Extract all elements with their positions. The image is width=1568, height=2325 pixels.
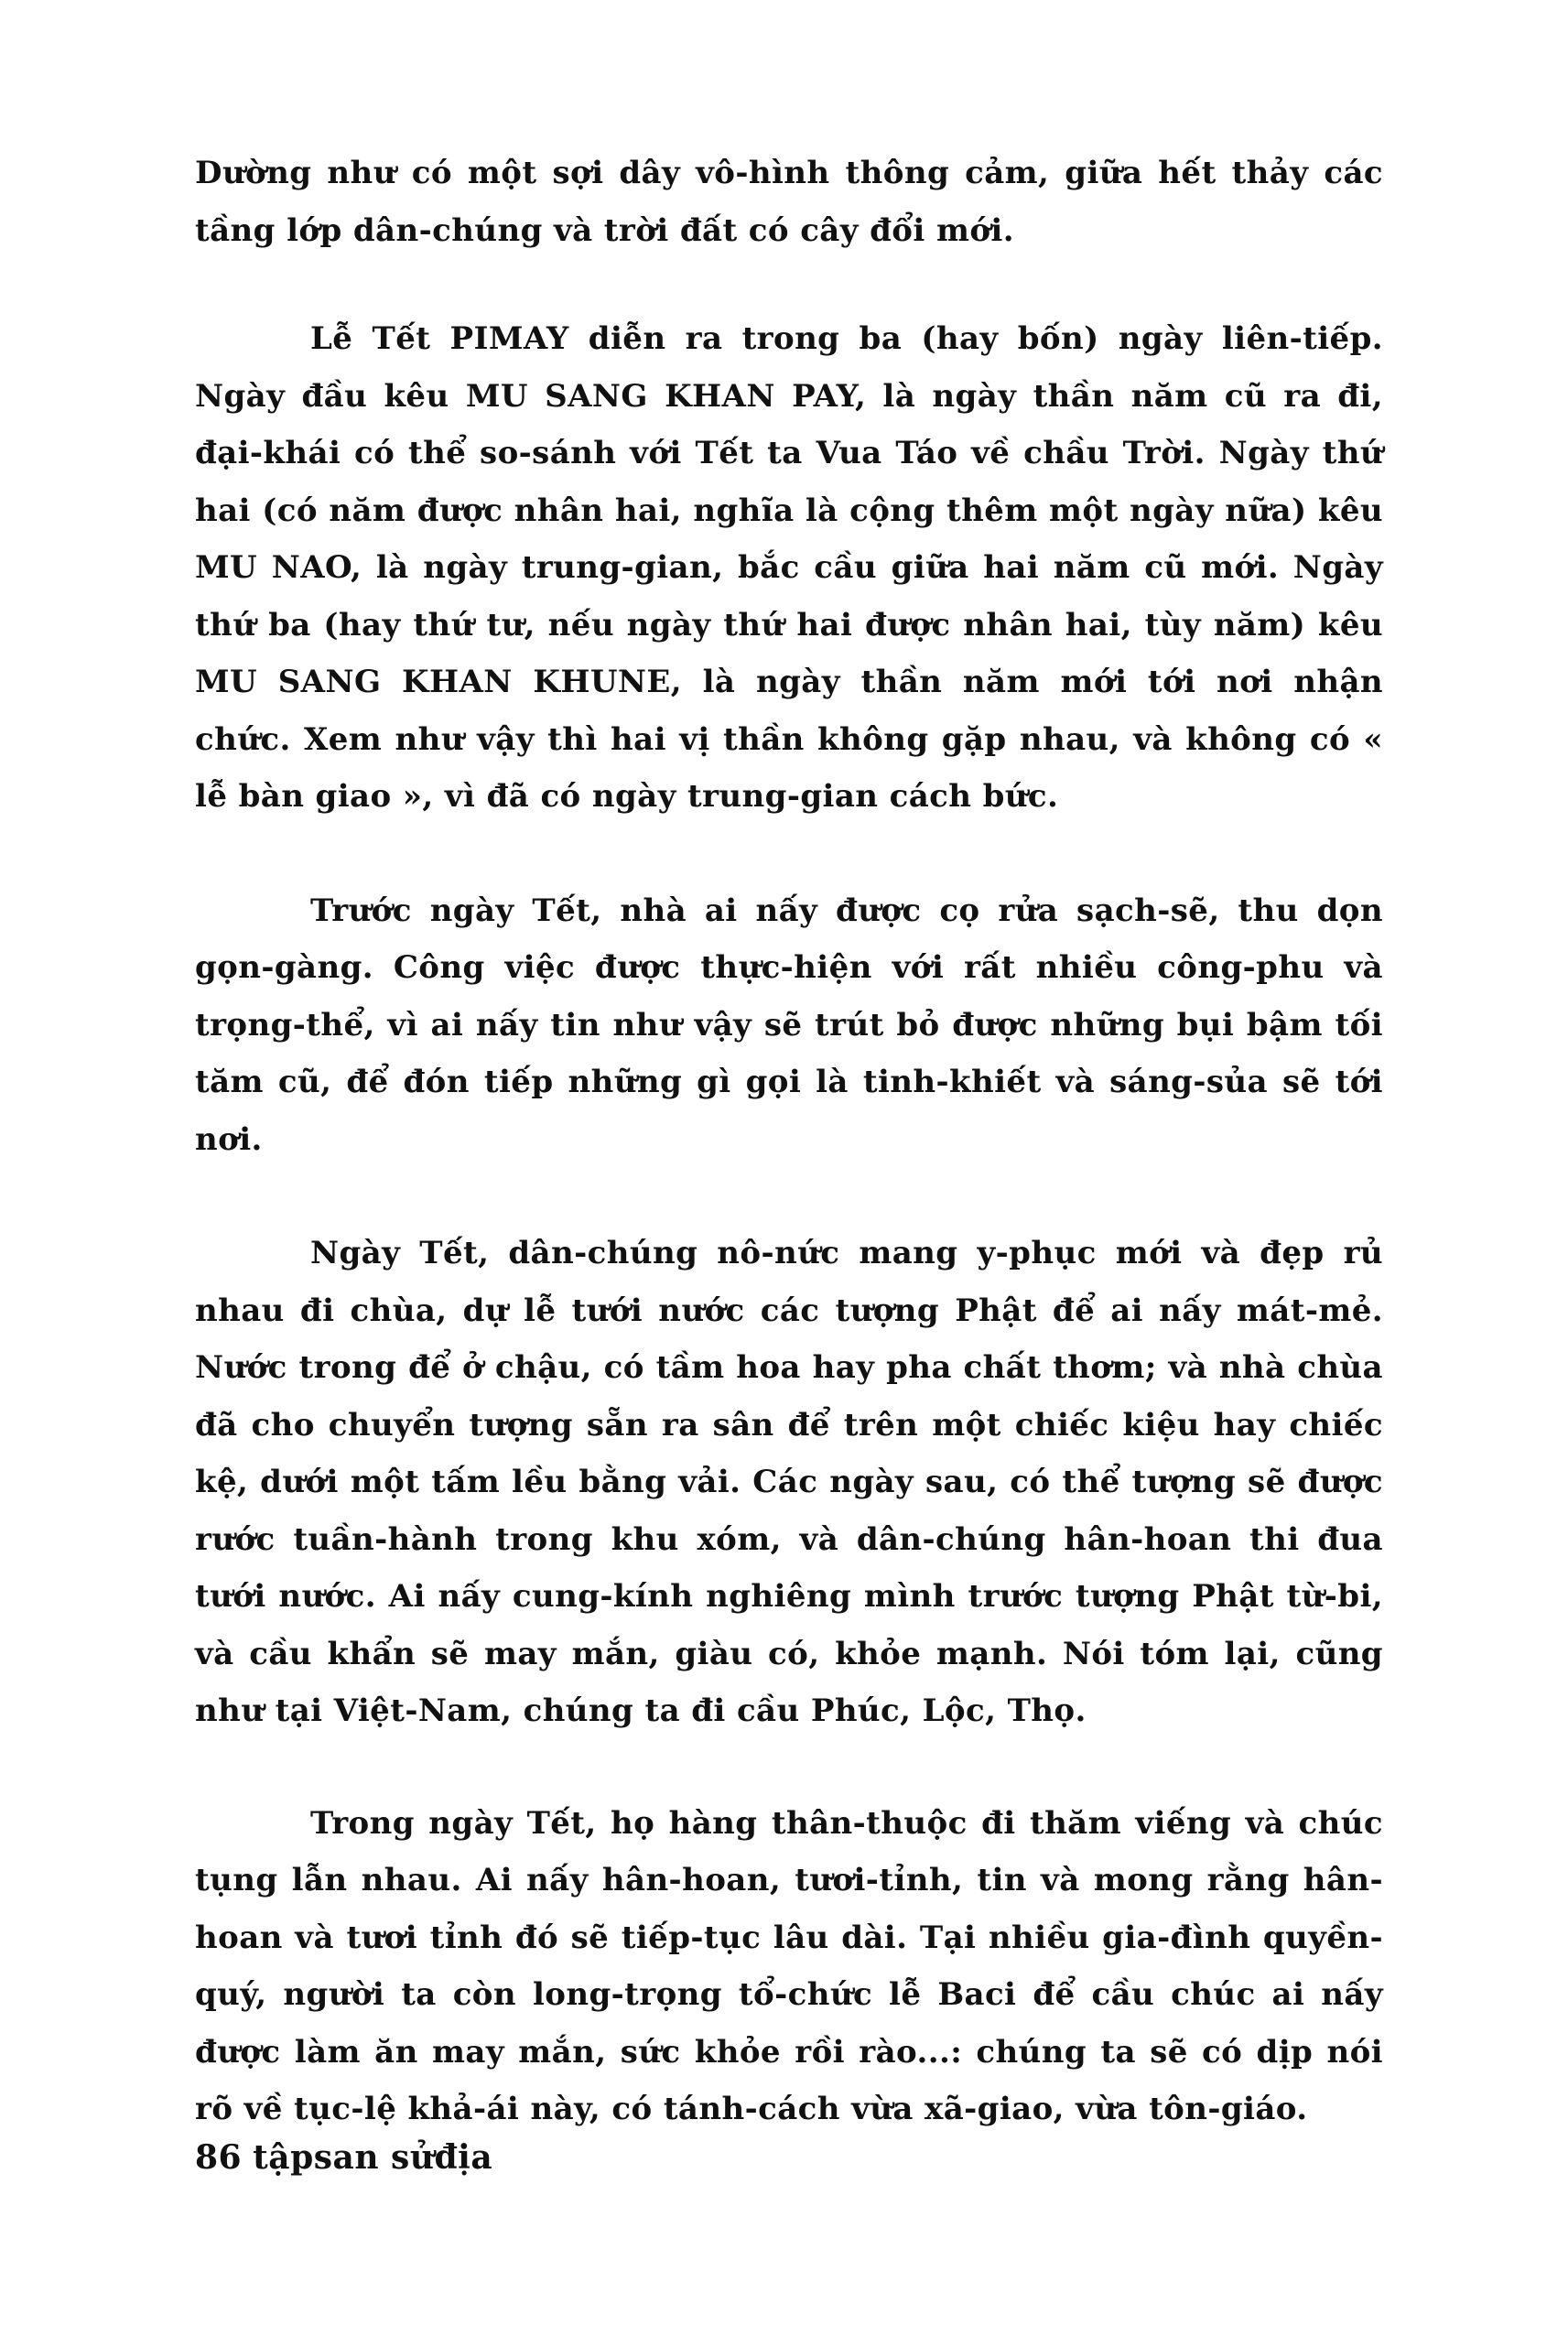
page-number: 86 (195, 2138, 243, 2177)
paragraph-2: Lễ Tết PIMAY diễn ra trong ba (hay bốn) ngày liên-tiếp. Ngày đầu kêu MU SANG KHAN PAY, là ngày thần năm cũ ra đi, đại-khái có thể so-sánh với Tết ta Vua Táo về chầu Trời. Ngày thứ hai (có năm được nhân hai, nghĩa là cộng thêm một ngày nữa) kêu MU NAO, là ngày trung-gian, bắc cầu giữa hai năm cũ mới. Ngày thứ ba (hay thứ tư, nếu ngày thứ hai được nhân hai, tùy năm) kêu MU SANG KHAN KHUNE, là ngày thần năm mới tới nơi nhận chức. Xem như vậy thì hai vị thần không gặp nhau, và không có « lễ bàn giao », vì đã có ngày trung-gian cách bức. (195, 320, 1383, 815)
paragraph-3: Trước ngày Tết, nhà ai nấy được cọ rửa sạch-sẽ, thu dọn gọn-gàng. Công việc được thực-hiện với rất nhiều công-phu và trọng-thể, vì ai nấy tin như vậy sẽ trút bỏ được những bụi bậm tối tăm cũ, để đón tiếp những gì gọi là tinh-khiết và sáng-sủa sẽ tới nơi. (195, 892, 1383, 1158)
paragraph-1: Dường như có một sợi dây vô-hình thông cảm, giữa hết thảy các tầng lớp dân-chúng và trời đất có cây đổi mới. (195, 155, 1383, 249)
page-body (195, 145, 1383, 2138)
paragraph-5: Trong ngày Tết, họ hàng thân-thuộc đi thăm viếng và chúc tụng lẫn nhau. Ai nấy hân-hoan, tươi-tỉnh, tin và mong rằng hân-hoan và tươi tỉnh đó sẽ tiếp-tục lâu dài. Tại nhiều gia-đình quyền-quý, người ta còn long-trọng tổ-chức lễ Baci để cầu chúc ai nấy được làm ăn may mắn, sức khỏe rồi rào...: chúng ta sẽ có dịp nói rõ về tục-lệ khả-ái này, có tánh-cách vừa xã-giao, vừa tôn-giáo. (195, 1804, 1383, 2127)
paragraph-4: Ngày Tết, dân-chúng nô-nức mang y-phục mới và đẹp rủ nhau đi chùa, dự lễ tưới nước các tượng Phật để ai nấy mát-mẻ. Nước trong để ở chậu, có tầm hoa hay pha chất thơm; và nhà chùa đã cho chuyển tượng sẵn ra sân để trên một chiếc kiệu hay chiếc kệ, dưới một tấm lều bằng vải. Các ngày sau, có thể tượng sẽ được rước tuần-hành trong khu xóm, và dân-chúng hân-hoan thi đua tưới nước. Ai nấy cung-kính nghiêng mình trước tượng Phật từ-bi, và cầu khẩn sẽ may mắn, giàu có, khỏe mạnh. Nói tóm lại, cũng như tại Việt-Nam, chúng ta đi cầu Phúc, Lộc, Thọ. (195, 1235, 1383, 1729)
page-footer (195, 2138, 492, 2177)
publication-name: tậpsan sửđịa (253, 2138, 493, 2177)
